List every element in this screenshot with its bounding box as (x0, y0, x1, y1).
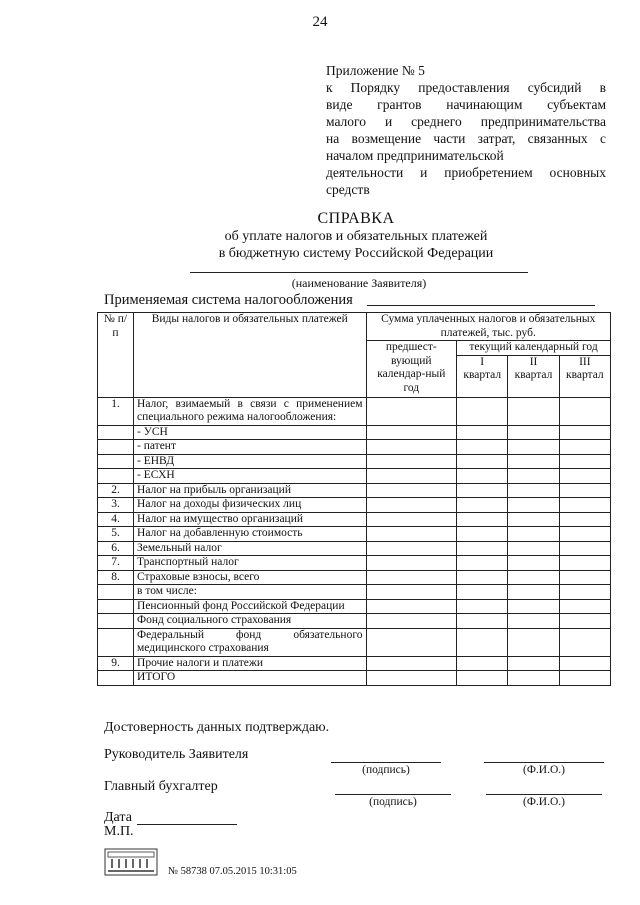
accountant-signature-field[interactable] (335, 794, 451, 795)
appendix-line: началом предпринимательской (326, 148, 504, 163)
row-number (98, 599, 134, 614)
row-number: 4. (98, 512, 134, 527)
row-tax-name: Налог на доходы физических лиц (134, 498, 366, 513)
amount-cell-q1[interactable] (457, 498, 508, 513)
table-row (98, 425, 611, 440)
header-previous-year: предшест-вующий календар-ный год (366, 341, 457, 398)
page-number: 24 (312, 14, 328, 30)
amount-cell-q3[interactable] (559, 440, 610, 455)
amount-cell-q2[interactable] (508, 512, 559, 527)
tax-system-label: Применяемая система налогообложения (104, 292, 353, 308)
amount-cell-q3[interactable] (559, 671, 610, 686)
row-tax-name: ИТОГО (134, 671, 366, 686)
appendix-line: к Порядку предоставления субсидий в (326, 80, 606, 95)
header-quarter-2 (508, 355, 559, 397)
amount-cell-q1[interactable] (457, 397, 508, 425)
tax-rows (98, 397, 611, 685)
row-number: 7. (98, 556, 134, 571)
amount-cell-q1[interactable] (457, 527, 508, 542)
amount-cell-q3[interactable] (559, 599, 610, 614)
appendix-line: деятельности и приобретением основных (326, 165, 606, 180)
director-name-caption: (Ф.И.О.) (523, 764, 565, 776)
header-number: № п/п (98, 313, 134, 398)
confirmation-text: Достоверность данных подтверждаю. (104, 720, 330, 735)
applicant-name-caption: (наименование Заявителя) (291, 276, 427, 290)
table-row (98, 614, 611, 629)
table-row (98, 440, 611, 455)
amount-cell-q1[interactable] (457, 440, 508, 455)
amount-cell-q1[interactable] (457, 570, 508, 585)
seal-label: М.П. (104, 824, 134, 839)
row-number (98, 614, 134, 629)
amount-cell-q1[interactable] (457, 454, 508, 469)
amount-cell-q3[interactable] (559, 425, 610, 440)
row-number: 6. (98, 541, 134, 556)
amount-cell-previous-year[interactable] (366, 454, 457, 469)
amount-cell-q2[interactable] (508, 440, 559, 455)
appendix-header (326, 62, 606, 198)
appendix-line: средств (326, 182, 370, 197)
row-number (98, 454, 134, 469)
row-tax-name: - патент (134, 440, 366, 455)
amount-cell-previous-year[interactable] (366, 556, 457, 571)
amount-cell-q3[interactable] (559, 570, 610, 585)
row-number (98, 469, 134, 484)
amount-cell-q1[interactable] (457, 541, 508, 556)
amount-cell-previous-year[interactable] (366, 397, 457, 425)
accountant-name-field[interactable] (486, 794, 602, 795)
amount-cell-q1[interactable] (457, 425, 508, 440)
quarter-numeral: II (529, 355, 538, 368)
amount-cell-q2[interactable] (508, 614, 559, 629)
tax-system-field[interactable] (367, 305, 595, 306)
appendix-line: Приложение № 5 (326, 63, 425, 78)
subtitle-line: об уплате налогов и обязательных платежей (224, 229, 488, 244)
table-row (98, 656, 611, 671)
director-signature-caption: (подпись) (362, 764, 410, 776)
row-tax-name: - ЕНВД (134, 454, 366, 469)
amount-cell-q2[interactable] (508, 671, 559, 686)
amount-cell-q3[interactable] (559, 628, 610, 656)
row-tax-name: Пенсионный фонд Российской Федерации (134, 599, 366, 614)
row-tax-name: Федеральный фонд обязательного медицинского страхования (134, 628, 366, 656)
row-tax-name: Налог на имущество организаций (134, 512, 366, 527)
amount-cell-previous-year[interactable] (366, 512, 457, 527)
date-label: Дата (104, 810, 132, 825)
table-row (98, 454, 611, 469)
appendix-line: виде грантов начинающим субъектам (326, 97, 606, 112)
accountant-name-caption: (Ф.И.О.) (523, 796, 565, 808)
row-tax-name: - УСН (134, 425, 366, 440)
row-number: 5. (98, 527, 134, 542)
row-tax-name: Земельный налог (134, 541, 366, 556)
amount-cell-q1[interactable] (457, 585, 508, 600)
appendix-line: малого и среднего предпринимательства (326, 114, 606, 129)
amount-cell-q2[interactable] (508, 454, 559, 469)
amount-cell-q3[interactable] (559, 512, 610, 527)
table-row (98, 469, 611, 484)
amount-cell-q3[interactable] (559, 556, 610, 571)
director-label: Руководитель Заявителя (104, 747, 249, 762)
row-number: 9. (98, 656, 134, 671)
table-row (98, 585, 611, 600)
amount-cell-q1[interactable] (457, 483, 508, 498)
amount-cell-q1[interactable] (457, 671, 508, 686)
quarter-numeral: III (579, 355, 591, 368)
row-number (98, 425, 134, 440)
table-row (98, 512, 611, 527)
row-number (98, 628, 134, 656)
amount-cell-previous-year[interactable] (366, 628, 457, 656)
amount-cell-q2[interactable] (508, 628, 559, 656)
table-row (98, 527, 611, 542)
accountant-signature-caption: (подпись) (369, 796, 417, 808)
table-row (98, 599, 611, 614)
quarter-word: квартал (463, 369, 502, 381)
table-row (98, 556, 611, 571)
table-row (98, 498, 611, 513)
appendix-line: на возмещение части затрат, связанных с (326, 131, 606, 146)
amount-cell-previous-year[interactable] (366, 440, 457, 455)
amount-cell-q3[interactable] (559, 527, 610, 542)
amount-cell-q2[interactable] (508, 425, 559, 440)
date-field[interactable] (137, 824, 237, 825)
table-row (98, 483, 611, 498)
amount-cell-q2[interactable] (508, 483, 559, 498)
row-number: 3. (98, 498, 134, 513)
header-quarter-1 (457, 355, 508, 397)
amount-cell-q1[interactable] (457, 614, 508, 629)
row-tax-name: Прочие налоги и платежи (134, 656, 366, 671)
amount-cell-q1[interactable] (457, 599, 508, 614)
amount-cell-q1[interactable] (457, 556, 508, 571)
quarter-numeral: I (480, 355, 485, 368)
table-row (98, 570, 611, 585)
table-row (98, 628, 611, 656)
registry-stamp-icon (104, 848, 158, 876)
amount-cell-previous-year[interactable] (366, 570, 457, 585)
amount-cell-previous-year[interactable] (366, 599, 457, 614)
table-row (98, 541, 611, 556)
amount-cell-previous-year[interactable] (366, 541, 457, 556)
table-row (98, 671, 611, 686)
amount-cell-q2[interactable] (508, 469, 559, 484)
amount-cell-q3[interactable] (559, 541, 610, 556)
header-sum: Сумма уплаченных налогов и обязательных платежей, тыс. руб. (366, 313, 611, 341)
amount-cell-q2[interactable] (508, 556, 559, 571)
row-number: 8. (98, 570, 134, 585)
row-tax-name: Налог, взимаемый в связи с применением специального режима налогообложения: (134, 397, 366, 425)
row-tax-name: - ЕСХН (134, 469, 366, 484)
row-tax-name: в том числе: (134, 585, 366, 600)
tax-payments-table (97, 312, 611, 686)
row-number: 1. (98, 397, 134, 425)
row-number (98, 671, 134, 686)
amount-cell-q2[interactable] (508, 585, 559, 600)
amount-cell-previous-year[interactable] (366, 656, 457, 671)
director-signature-field[interactable] (331, 762, 441, 763)
amount-cell-previous-year[interactable] (366, 469, 457, 484)
amount-cell-previous-year[interactable] (366, 585, 457, 600)
amount-cell-q3[interactable] (559, 483, 610, 498)
amount-cell-q2[interactable] (508, 570, 559, 585)
document-registry-id: № 58738 07.05.2015 10:31:05 (168, 866, 297, 877)
amount-cell-previous-year[interactable] (366, 483, 457, 498)
quarter-word: квартал (565, 369, 604, 381)
amount-cell-q3[interactable] (559, 614, 610, 629)
director-name-field[interactable] (484, 762, 604, 763)
row-tax-name: Налог на прибыль организаций (134, 483, 366, 498)
amount-cell-previous-year[interactable] (366, 425, 457, 440)
amount-cell-q3[interactable] (559, 498, 610, 513)
amount-cell-q1[interactable] (457, 512, 508, 527)
accountant-label: Главный бухгалтер (104, 779, 218, 794)
amount-cell-q2[interactable] (508, 599, 559, 614)
amount-cell-q2[interactable] (508, 397, 559, 425)
row-number (98, 585, 134, 600)
document-title: СПРАВКА (317, 210, 395, 227)
row-tax-name: Налог на добавленную стоимость (134, 527, 366, 542)
row-number: 2. (98, 483, 134, 498)
amount-cell-previous-year[interactable] (366, 498, 457, 513)
subtitle-line: в бюджетную систему Российской Федерации (218, 246, 494, 261)
amount-cell-q3[interactable] (559, 656, 610, 671)
header-quarter-3 (559, 355, 610, 397)
amount-cell-q3[interactable] (559, 454, 610, 469)
document-subtitle (0, 228, 640, 262)
amount-cell-q3[interactable] (559, 585, 610, 600)
amount-cell-previous-year[interactable] (366, 671, 457, 686)
row-tax-name: Страховые взносы, всего (134, 570, 366, 585)
amount-cell-q2[interactable] (508, 541, 559, 556)
amount-cell-q1[interactable] (457, 469, 508, 484)
header-current-year: текущий календарный год (457, 341, 611, 356)
amount-cell-q3[interactable] (559, 469, 610, 484)
amount-cell-q2[interactable] (508, 498, 559, 513)
row-number (98, 440, 134, 455)
amount-cell-previous-year[interactable] (366, 527, 457, 542)
quarter-word: квартал (514, 369, 553, 381)
table-row (98, 397, 611, 425)
applicant-name-field[interactable] (190, 272, 528, 273)
header-tax-type: Виды налогов и обязательных платежей (134, 313, 366, 398)
amount-cell-q1[interactable] (457, 628, 508, 656)
row-tax-name: Фонд социального страхования (134, 614, 366, 629)
amount-cell-previous-year[interactable] (366, 614, 457, 629)
row-tax-name: Транспортный налог (134, 556, 366, 571)
amount-cell-q2[interactable] (508, 527, 559, 542)
amount-cell-q3[interactable] (559, 397, 610, 425)
amount-cell-q2[interactable] (508, 656, 559, 671)
amount-cell-q1[interactable] (457, 656, 508, 671)
